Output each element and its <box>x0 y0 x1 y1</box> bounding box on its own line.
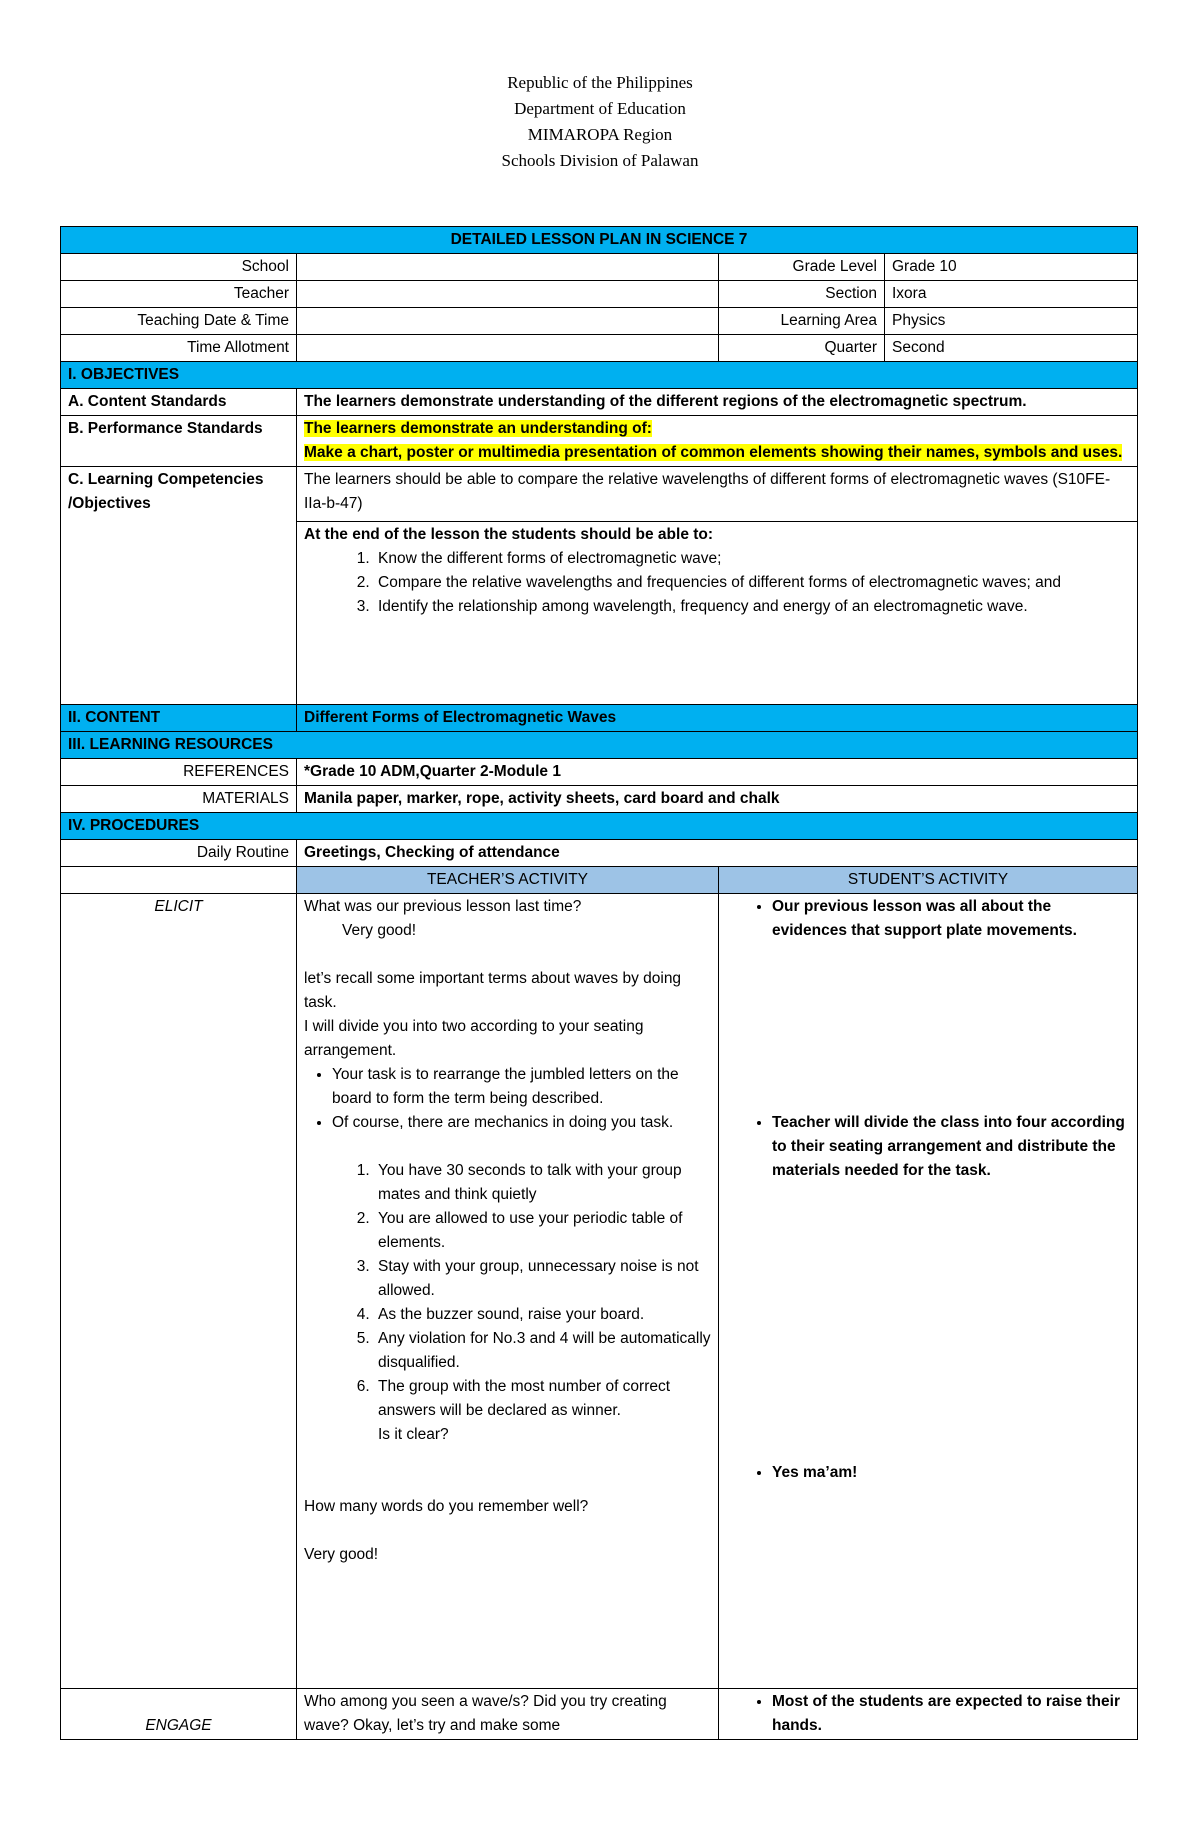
content-value: Different Forms of Electromagnetic Waves <box>297 705 1138 732</box>
header-line-region: MIMAROPA Region <box>527 125 673 144</box>
school-value <box>297 254 719 281</box>
teacher-question: What was our previous lesson last time? <box>304 898 582 915</box>
time-allotment-value <box>297 335 719 362</box>
elicit-teacher-cell <box>297 894 719 1689</box>
engage-teacher-text: Who among you seen a wave/s? Did you try creating wave? Okay, let’s try and make some <box>297 1689 719 1740</box>
engage-student-list <box>726 1690 1130 1738</box>
student-activity-header: STUDENT’S ACTIVITY <box>719 867 1138 894</box>
lesson-plan-table <box>60 226 1138 1740</box>
teaching-date-label: Teaching Date & Time <box>61 308 297 335</box>
objective-item: 2. Compare the relative wavelengths and frequencies of different forms of electromagnetic waves; and <box>374 571 1130 595</box>
references-value: *Grade 10 ADM,Quarter 2-Module 1 <box>297 759 1138 786</box>
empty-header-cell <box>61 867 297 894</box>
mechanics-rule: 6. The group with the most number of correct answers will be declared as winner. <box>374 1375 711 1423</box>
mechanics-rule: 4. As the buzzer sound, raise your board. <box>374 1303 711 1327</box>
mechanics-rule: 3. Stay with your group, unnecessary noise is not allowed. <box>374 1255 711 1303</box>
mechanics-list <box>304 1159 711 1423</box>
elicit-label: ELICIT <box>61 894 297 1689</box>
performance-standards-label: B. Performance Standards <box>61 416 297 467</box>
objectives-list <box>304 547 1130 619</box>
materials-value: Manila paper, marker, rope, activity sheets, card board and chalk <box>297 786 1138 813</box>
mechanics-rule: 5. Any violation for No.3 and 4 will be automatically disqualified. <box>374 1327 711 1375</box>
student-responses-1 <box>726 895 1130 943</box>
student-responses-3 <box>726 1461 1130 1485</box>
mechanics-rule: 1. You have 30 seconds to talk with your group mates and think quietly <box>374 1159 711 1207</box>
school-label: School <box>61 254 297 281</box>
teaching-date-value <box>297 308 719 335</box>
engage-label: ENGAGE <box>61 1689 297 1740</box>
teacher-divide: I will divide you into two according to your seating arrangement. <box>304 1018 644 1059</box>
teacher-label: Teacher <box>61 281 297 308</box>
learning-area-label: Learning Area <box>719 308 885 335</box>
teacher-is-it-clear: Is it clear? <box>378 1426 449 1443</box>
daily-routine-label: Daily Routine <box>61 840 297 867</box>
section-value: Ixora <box>885 281 1138 308</box>
learning-resources-heading: III. LEARNING RESOURCES <box>61 732 1138 759</box>
teacher-activity-header: TEACHER’S ACTIVITY <box>297 867 719 894</box>
teacher-how-many: How many words do you remember well? <box>304 1498 589 1515</box>
objectives-heading: I. OBJECTIVES <box>61 362 1138 389</box>
objective-item: 3. Identify the relationship among wavelength, frequency and energy of an electromagnetic wave. <box>374 595 1130 619</box>
objective-item: 1. Know the different forms of electromagnetic wave; <box>374 547 1130 571</box>
performance-standards-cell <box>297 416 1138 467</box>
objectives-intro: At the end of the lesson the students should be able to: <box>304 526 714 543</box>
content-standards-label: A. Content Standards <box>61 389 297 416</box>
student-responses-2 <box>726 1111 1130 1183</box>
document-header <box>0 70 1200 174</box>
section-label: Section <box>719 281 885 308</box>
content-heading: II. CONTENT <box>61 705 297 732</box>
mechanics-rule: 2. You are allowed to use your periodic table of elements. <box>374 1207 711 1255</box>
materials-label: MATERIALS <box>61 786 297 813</box>
teacher-praise: Very good! <box>342 922 417 939</box>
header-line-department: Department of Education <box>514 99 686 118</box>
header-line-division: Schools Division of Palawan <box>501 151 699 170</box>
content-standards-text: The learners demonstrate understanding of the different regions of the electromagnetic spectrum. <box>297 389 1138 416</box>
header-line-republic: Republic of the Philippines <box>507 73 693 92</box>
quarter-label: Quarter <box>719 335 885 362</box>
teacher-praise-2: Very good! <box>304 1546 379 1563</box>
teacher-recall: let’s recall some important terms about waves by doing task. <box>304 970 682 1011</box>
teacher-bullet: • Of course, there are mechanics in doing you task. <box>332 1111 711 1135</box>
elicit-student-cell <box>719 894 1138 1689</box>
references-label: REFERENCES <box>61 759 297 786</box>
procedures-heading: IV. PROCEDURES <box>61 813 1138 840</box>
student-response: • Teacher will divide the class into four according to their seating arrangement and distribute the materials needed for the task. <box>772 1111 1130 1183</box>
teacher-bullet: • Your task is to rearrange the jumbled letters on the board to form the term being described. <box>332 1063 711 1111</box>
learning-competencies-label: C. Learning Competencies /Objectives <box>61 467 297 705</box>
teacher-value <box>297 281 719 308</box>
learning-area-value: Physics <box>885 308 1138 335</box>
lesson-plan-title: DETAILED LESSON PLAN IN SCIENCE 7 <box>61 227 1138 254</box>
teacher-bullets <box>304 1063 711 1135</box>
student-response: • Our previous lesson was all about the evidences that support plate movements. <box>772 895 1130 943</box>
grade-level-label: Grade Level <box>719 254 885 281</box>
time-allotment-label: Time Allotment <box>61 335 297 362</box>
performance-standards-line1: The learners demonstrate an understanding of: <box>304 420 652 437</box>
student-response: • Most of the students are expected to raise their hands. <box>772 1690 1130 1738</box>
lesson-objectives-cell <box>297 522 1138 705</box>
quarter-value: Second <box>885 335 1138 362</box>
student-response: • Yes ma’am! <box>772 1461 1130 1485</box>
daily-routine-value: Greetings, Checking of attendance <box>297 840 1138 867</box>
performance-standards-line2: Make a chart, poster or multimedia presentation of common elements showing their names, symbols and uses. <box>304 444 1123 461</box>
grade-level-value: Grade 10 <box>885 254 1138 281</box>
engage-student-cell <box>719 1689 1138 1740</box>
learning-competencies-text: The learners should be able to compare the relative wavelengths of different forms of electromagnetic waves (S10FE-IIa-b-47) <box>297 467 1138 522</box>
